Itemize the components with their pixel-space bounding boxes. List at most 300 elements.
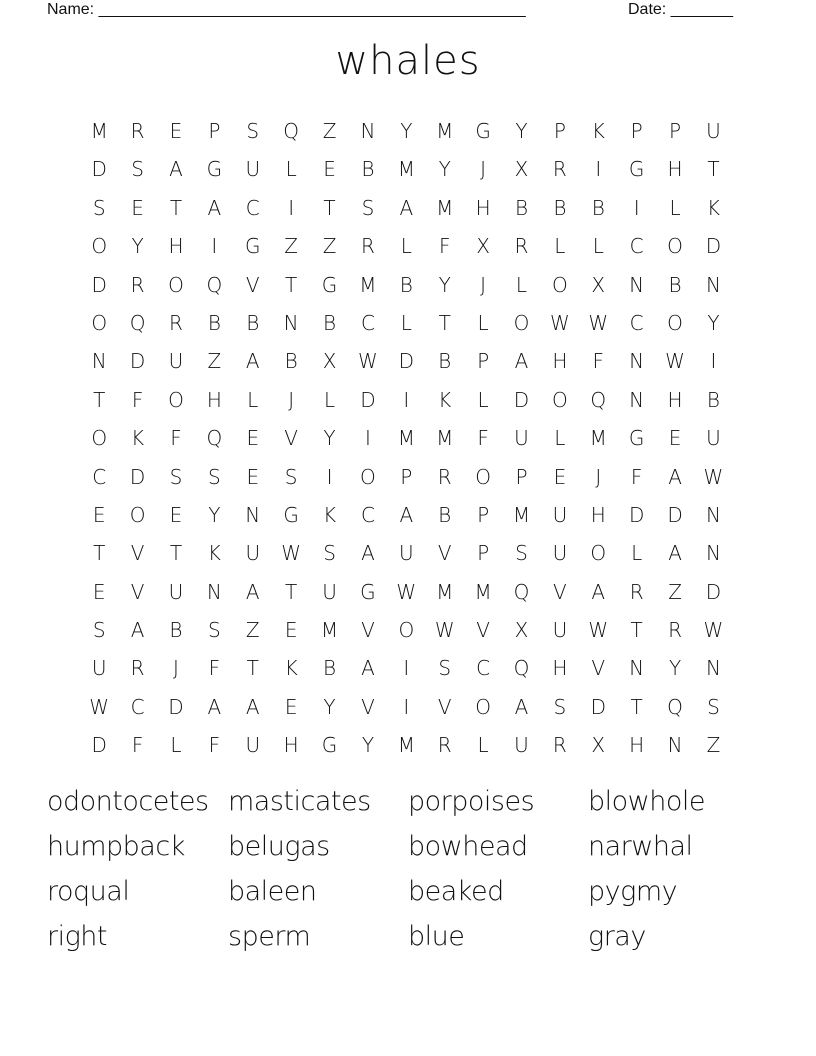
grid-letter: E [668, 426, 682, 451]
grid-letter: L [400, 310, 412, 335]
grid-letter: D [705, 579, 722, 604]
grid-letter: U [245, 541, 261, 566]
grid-letter: O [667, 234, 683, 259]
grid-letter: T [169, 541, 183, 566]
grid-letter: M [90, 119, 108, 143]
grid-letter: L [247, 387, 259, 412]
grid-letter: A [245, 694, 260, 719]
grid-letter: Y [361, 733, 375, 758]
grid-letter: A [668, 464, 682, 489]
grid-letter: O [475, 694, 491, 719]
grid-letter: X [322, 349, 337, 374]
grid-letter: U [552, 618, 568, 643]
grid-letter: R [437, 464, 452, 489]
grid-letter: B [553, 195, 567, 220]
word-list-item: humpback [47, 831, 185, 862]
grid-letter: Y [131, 234, 144, 259]
word-list-item: belugas [228, 831, 330, 862]
grid-letter: T [246, 656, 259, 681]
grid-letter: X [591, 272, 606, 297]
grid-letter: A [514, 694, 529, 719]
word-list-item: odontocetes [47, 786, 209, 817]
grid-letter: E [323, 157, 336, 182]
grid-letter: B [322, 310, 337, 335]
grid-letter: T [169, 195, 183, 220]
grid-letter: A [207, 195, 222, 220]
grid-letter: V [361, 618, 375, 643]
grid-letter: T [630, 694, 643, 719]
grid-letter: I [364, 426, 371, 451]
grid-letter: M [436, 426, 454, 451]
grid-letter: S [131, 157, 144, 182]
grid-letter: T [93, 541, 106, 566]
grid-letter: M [474, 579, 492, 604]
grid-letter: U [91, 656, 107, 681]
grid-row [80, 688, 733, 726]
grid-letter: H [590, 502, 606, 527]
grid-letter: M [397, 157, 415, 182]
grid-letter: N [629, 272, 645, 297]
grid-letter: L [669, 195, 681, 220]
grid-letter: W [588, 310, 609, 335]
grid-letter: L [515, 272, 528, 297]
grid-letter: O [552, 272, 568, 297]
grid-letter: V [361, 694, 375, 719]
grid-letter: L [170, 733, 182, 758]
grid-letter: T [285, 579, 298, 604]
grid-letter: S [208, 618, 221, 643]
grid-letter: S [169, 464, 183, 489]
grid-letter: Q [206, 272, 223, 297]
grid-letter: S [323, 541, 336, 566]
grid-letter: S [208, 464, 221, 489]
grid-letter: S [284, 464, 298, 489]
grid-letter: W [703, 464, 724, 489]
grid-letter: R [169, 310, 183, 335]
grid-letter: K [207, 541, 221, 566]
grid-letter: V [591, 656, 606, 681]
grid-letter: K [706, 195, 720, 220]
grid-letter: Y [668, 656, 682, 681]
grid-letter: Q [513, 579, 530, 604]
grid-letter: K [438, 387, 452, 412]
grid-letter: N [705, 541, 721, 566]
grid-letter: T [93, 387, 106, 412]
grid-letter: B [284, 349, 298, 374]
grid-letter: N [629, 656, 645, 681]
grid-letter: L [592, 234, 604, 259]
grid-letter: C [629, 310, 644, 335]
grid-letter: O [168, 387, 184, 412]
grid-letter: N [667, 733, 683, 758]
grid-letter: M [320, 618, 339, 643]
grid-letter: U [552, 541, 568, 566]
grid-letter: U [322, 579, 337, 604]
grid-letter: O [91, 234, 108, 259]
grid-row [80, 150, 733, 188]
grid-letter: V [245, 272, 260, 297]
grid-letter: J [288, 387, 295, 412]
word-list-item: roqual [47, 876, 130, 907]
grid-letter: C [360, 310, 375, 335]
word-search-grid [80, 112, 733, 765]
word-list-item: narwhal [588, 831, 693, 862]
grid-letter: T [323, 195, 336, 220]
grid-letter: L [477, 387, 489, 412]
grid-letter: G [628, 157, 645, 182]
grid-letter: O [513, 310, 530, 335]
grid-letter: V [553, 579, 567, 604]
grid-letter: C [629, 234, 644, 259]
grid-letter: P [400, 464, 413, 489]
grid-letter: F [477, 426, 489, 451]
grid-letter: L [400, 234, 412, 259]
grid-letter: Y [438, 157, 451, 182]
grid-letter: O [168, 272, 184, 297]
grid-letter: B [514, 195, 529, 220]
grid-letter: A [668, 541, 682, 566]
grid-letter: Z [284, 234, 298, 259]
grid-row [80, 611, 733, 649]
word-list-item: blue [408, 921, 465, 952]
grid-letter: Y [438, 272, 451, 297]
grid-letter: C [92, 464, 107, 489]
grid-letter: G [283, 502, 299, 527]
grid-letter: Q [283, 119, 300, 143]
grid-letter: Q [667, 694, 683, 719]
grid-letter: S [553, 694, 567, 719]
grid-letter: Z [207, 349, 222, 374]
grid-letter: B [207, 310, 221, 335]
grid-letter: Q [129, 310, 146, 335]
name-field: Name: ________________________________________________ [47, 1, 526, 18]
grid-letter: L [285, 157, 297, 182]
grid-letter: A [361, 656, 375, 681]
grid-letter: J [480, 272, 487, 297]
word-list-item: bowhead [408, 831, 528, 862]
word-list-item: masticates [228, 786, 371, 817]
grid-row [80, 381, 733, 419]
grid-letter: C [476, 656, 491, 681]
grid-letter: N [283, 310, 299, 335]
grid-letter: D [360, 387, 376, 412]
grid-letter: D [91, 733, 107, 758]
page-title: whales [335, 38, 481, 84]
grid-letter: I [633, 195, 640, 220]
grid-letter: D [667, 502, 683, 527]
grid-letter: J [173, 656, 179, 681]
grid-letter: W [703, 618, 724, 643]
grid-letter: R [668, 618, 682, 643]
grid-letter: I [403, 656, 410, 681]
grid-letter: X [514, 157, 529, 182]
grid-letter: V [130, 541, 145, 566]
grid-letter: W [396, 579, 417, 604]
grid-letter: I [595, 157, 602, 182]
grid-letter: F [208, 733, 221, 758]
grid-letter: M [397, 426, 415, 451]
grid-letter: E [92, 579, 106, 604]
grid-letter: L [477, 310, 489, 335]
grid-letter: W [281, 541, 302, 566]
grid-letter: R [629, 579, 644, 604]
grid-letter: O [129, 502, 146, 527]
grid-letter: H [206, 387, 222, 412]
grid-letter: F [170, 426, 182, 451]
grid-letter: T [438, 310, 451, 335]
grid-letter: H [168, 234, 184, 259]
grid-letter: S [707, 694, 720, 719]
grid-row [80, 189, 733, 227]
grid-letter: C [360, 502, 375, 527]
grid-row [80, 649, 733, 687]
word-list-item: porpoises [408, 786, 535, 817]
grid-row [80, 342, 733, 380]
grid-letter: O [360, 464, 376, 489]
grid-letter: F [208, 656, 221, 681]
grid-letter: A [399, 502, 414, 527]
grid-letter: Y [400, 119, 413, 143]
grid-letter: H [283, 733, 299, 758]
grid-letter: G [475, 119, 491, 143]
grid-letter: U [552, 502, 568, 527]
grid-letter: Y [515, 119, 528, 143]
grid-letter: D [129, 464, 146, 489]
grid-letter: H [552, 656, 568, 681]
grid-letter: W [434, 618, 455, 643]
grid-letter: K [131, 426, 145, 451]
grid-letter: I [710, 349, 717, 374]
grid-letter: H [552, 349, 568, 374]
grid-letter: D [398, 349, 415, 374]
grid-row [80, 304, 733, 342]
grid-letter: K [322, 502, 337, 527]
grid-letter: O [91, 426, 108, 451]
grid-letter: B [668, 272, 682, 297]
grid-letter: L [477, 733, 489, 758]
word-list-item: blowhole [588, 786, 705, 817]
grid-letter: N [91, 349, 107, 374]
word-list-item: beaked [408, 876, 504, 907]
grid-row [80, 112, 733, 150]
grid-letter: P [669, 119, 682, 143]
grid-letter: U [168, 349, 184, 374]
grid-letter: D [628, 502, 645, 527]
date-field: Date: _______ [628, 1, 733, 18]
grid-letter: E [131, 195, 144, 220]
grid-letter: D [91, 157, 107, 182]
grid-row [80, 534, 733, 572]
word-list-item: right [47, 921, 108, 952]
grid-letter: S [246, 119, 260, 143]
grid-letter: U [399, 541, 414, 566]
grid-letter: J [480, 157, 487, 182]
grid-letter: P [477, 502, 490, 527]
grid-letter: H [629, 733, 645, 758]
grid-letter: R [552, 157, 567, 182]
grid-letter: D [129, 349, 146, 374]
grid-letter: L [554, 234, 566, 259]
grid-letter: S [92, 618, 106, 643]
grid-letter: M [359, 272, 377, 297]
grid-letter: N [360, 119, 376, 143]
grid-letter: O [552, 387, 568, 412]
grid-letter: P [553, 119, 566, 143]
grid-letter: I [403, 694, 410, 719]
grid-letter: W [665, 349, 685, 374]
grid-letter: V [476, 618, 490, 643]
grid-letter: H [667, 387, 683, 412]
grid-letter: G [360, 579, 376, 604]
grid-letter: D [91, 272, 107, 297]
grid-letter: P [477, 349, 490, 374]
grid-letter: L [631, 541, 643, 566]
grid-letter: W [89, 694, 110, 719]
grid-letter: B [438, 349, 452, 374]
grid-letter: P [208, 119, 221, 143]
grid-letter: L [323, 387, 336, 412]
grid-letter: E [284, 694, 298, 719]
grid-letter: X [514, 618, 529, 643]
grid-letter: K [284, 656, 298, 681]
grid-letter: A [361, 541, 375, 566]
grid-letter: A [399, 195, 414, 220]
grid-letter: U [514, 426, 529, 451]
grid-letter: D [168, 694, 184, 719]
grid-letter: V [437, 694, 452, 719]
grid-letter: C [245, 195, 260, 220]
grid-letter: B [169, 618, 183, 643]
grid-letter: Q [513, 656, 530, 681]
grid-letter: A [245, 349, 260, 374]
grid-letter: T [630, 618, 643, 643]
grid-letter: F [131, 733, 144, 758]
grid-letter: M [436, 579, 454, 604]
word-list-item: baleen [228, 876, 317, 907]
grid-row [80, 573, 733, 611]
word-list-item: sperm [228, 921, 311, 952]
grid-letter: W [549, 310, 570, 335]
grid-letter: E [246, 426, 260, 451]
grid-letter: R [514, 234, 529, 259]
grid-letter: S [361, 195, 375, 220]
grid-letter: G [628, 426, 645, 451]
grid-letter: J [595, 464, 602, 489]
grid-letter: R [552, 733, 567, 758]
grid-letter: G [321, 272, 338, 297]
grid-letter: I [288, 195, 295, 220]
grid-letter: P [477, 541, 490, 566]
grid-letter: R [130, 272, 145, 297]
grid-letter: V [284, 426, 298, 451]
grid-letter: N [629, 387, 645, 412]
word-list-item: pygmy [588, 876, 678, 907]
grid-letter: I [326, 464, 333, 489]
grid-letter: P [515, 464, 528, 489]
grid-letter: F [630, 464, 643, 489]
word-list-item: gray [588, 921, 646, 952]
grid-letter: Y [208, 502, 221, 527]
grid-letter: T [707, 157, 720, 182]
grid-letter: B [246, 310, 260, 335]
grid-letter: X [591, 733, 606, 758]
grid-letter: E [284, 618, 298, 643]
grid-letter: K [591, 119, 605, 143]
grid-letter: Z [706, 733, 721, 758]
grid-letter: H [667, 157, 683, 182]
grid-letter: A [245, 579, 260, 604]
grid-letter: Z [322, 119, 337, 143]
grid-letter: W [358, 349, 378, 374]
grid-letter: B [706, 387, 720, 412]
grid-letter: N [705, 502, 721, 527]
grid-letter: F [438, 234, 451, 259]
grid-letter: O [590, 541, 607, 566]
grid-letter: Y [323, 694, 336, 719]
grid-letter: Q [206, 426, 223, 451]
grid-letter: B [438, 502, 452, 527]
grid-letter: H [475, 195, 491, 220]
grid-letter: A [207, 694, 222, 719]
grid-letter: S [515, 541, 528, 566]
grid-letter: Z [245, 618, 260, 643]
grid-letter: A [514, 349, 529, 374]
grid-letter: E [553, 464, 567, 489]
grid-letter: M [436, 119, 454, 143]
grid-letter: D [590, 694, 606, 719]
grid-letter: U [706, 426, 721, 451]
grid-letter: N [705, 272, 721, 297]
grid-letter: G [206, 157, 223, 182]
grid-letter: A [169, 157, 183, 182]
grid-letter: I [211, 234, 218, 259]
grid-letter: A [130, 618, 145, 643]
grid-letter: A [591, 579, 606, 604]
grid-letter: U [245, 157, 261, 182]
grid-letter: R [130, 656, 145, 681]
grid-row [80, 266, 733, 304]
grid-letter: T [285, 272, 298, 297]
grid-letter: F [131, 387, 144, 412]
grid-letter: N [705, 656, 721, 681]
grid-row [80, 726, 733, 764]
grid-letter: L [554, 426, 566, 451]
grid-letter: O [475, 464, 491, 489]
grid-letter: R [437, 733, 452, 758]
grid-letter: U [514, 733, 529, 758]
grid-letter: G [245, 234, 261, 259]
grid-letter: W [588, 618, 609, 643]
grid-letter: P [630, 119, 643, 143]
grid-letter: O [91, 310, 108, 335]
grid-letter: N [206, 579, 222, 604]
grid-letter: B [591, 195, 605, 220]
grid-letter: C [130, 694, 145, 719]
grid-letter: S [92, 195, 106, 220]
grid-letter: E [92, 502, 106, 527]
grid-letter: E [169, 119, 183, 143]
grid-letter: U [245, 733, 261, 758]
grid-letter: V [130, 579, 145, 604]
grid-letter: Z [322, 234, 337, 259]
grid-letter: D [705, 234, 722, 259]
grid-letter: M [397, 733, 415, 758]
grid-letter: O [398, 618, 415, 643]
grid-letter: U [168, 579, 184, 604]
grid-row [80, 496, 733, 534]
grid-letter: V [437, 541, 452, 566]
grid-letter: E [246, 464, 260, 489]
